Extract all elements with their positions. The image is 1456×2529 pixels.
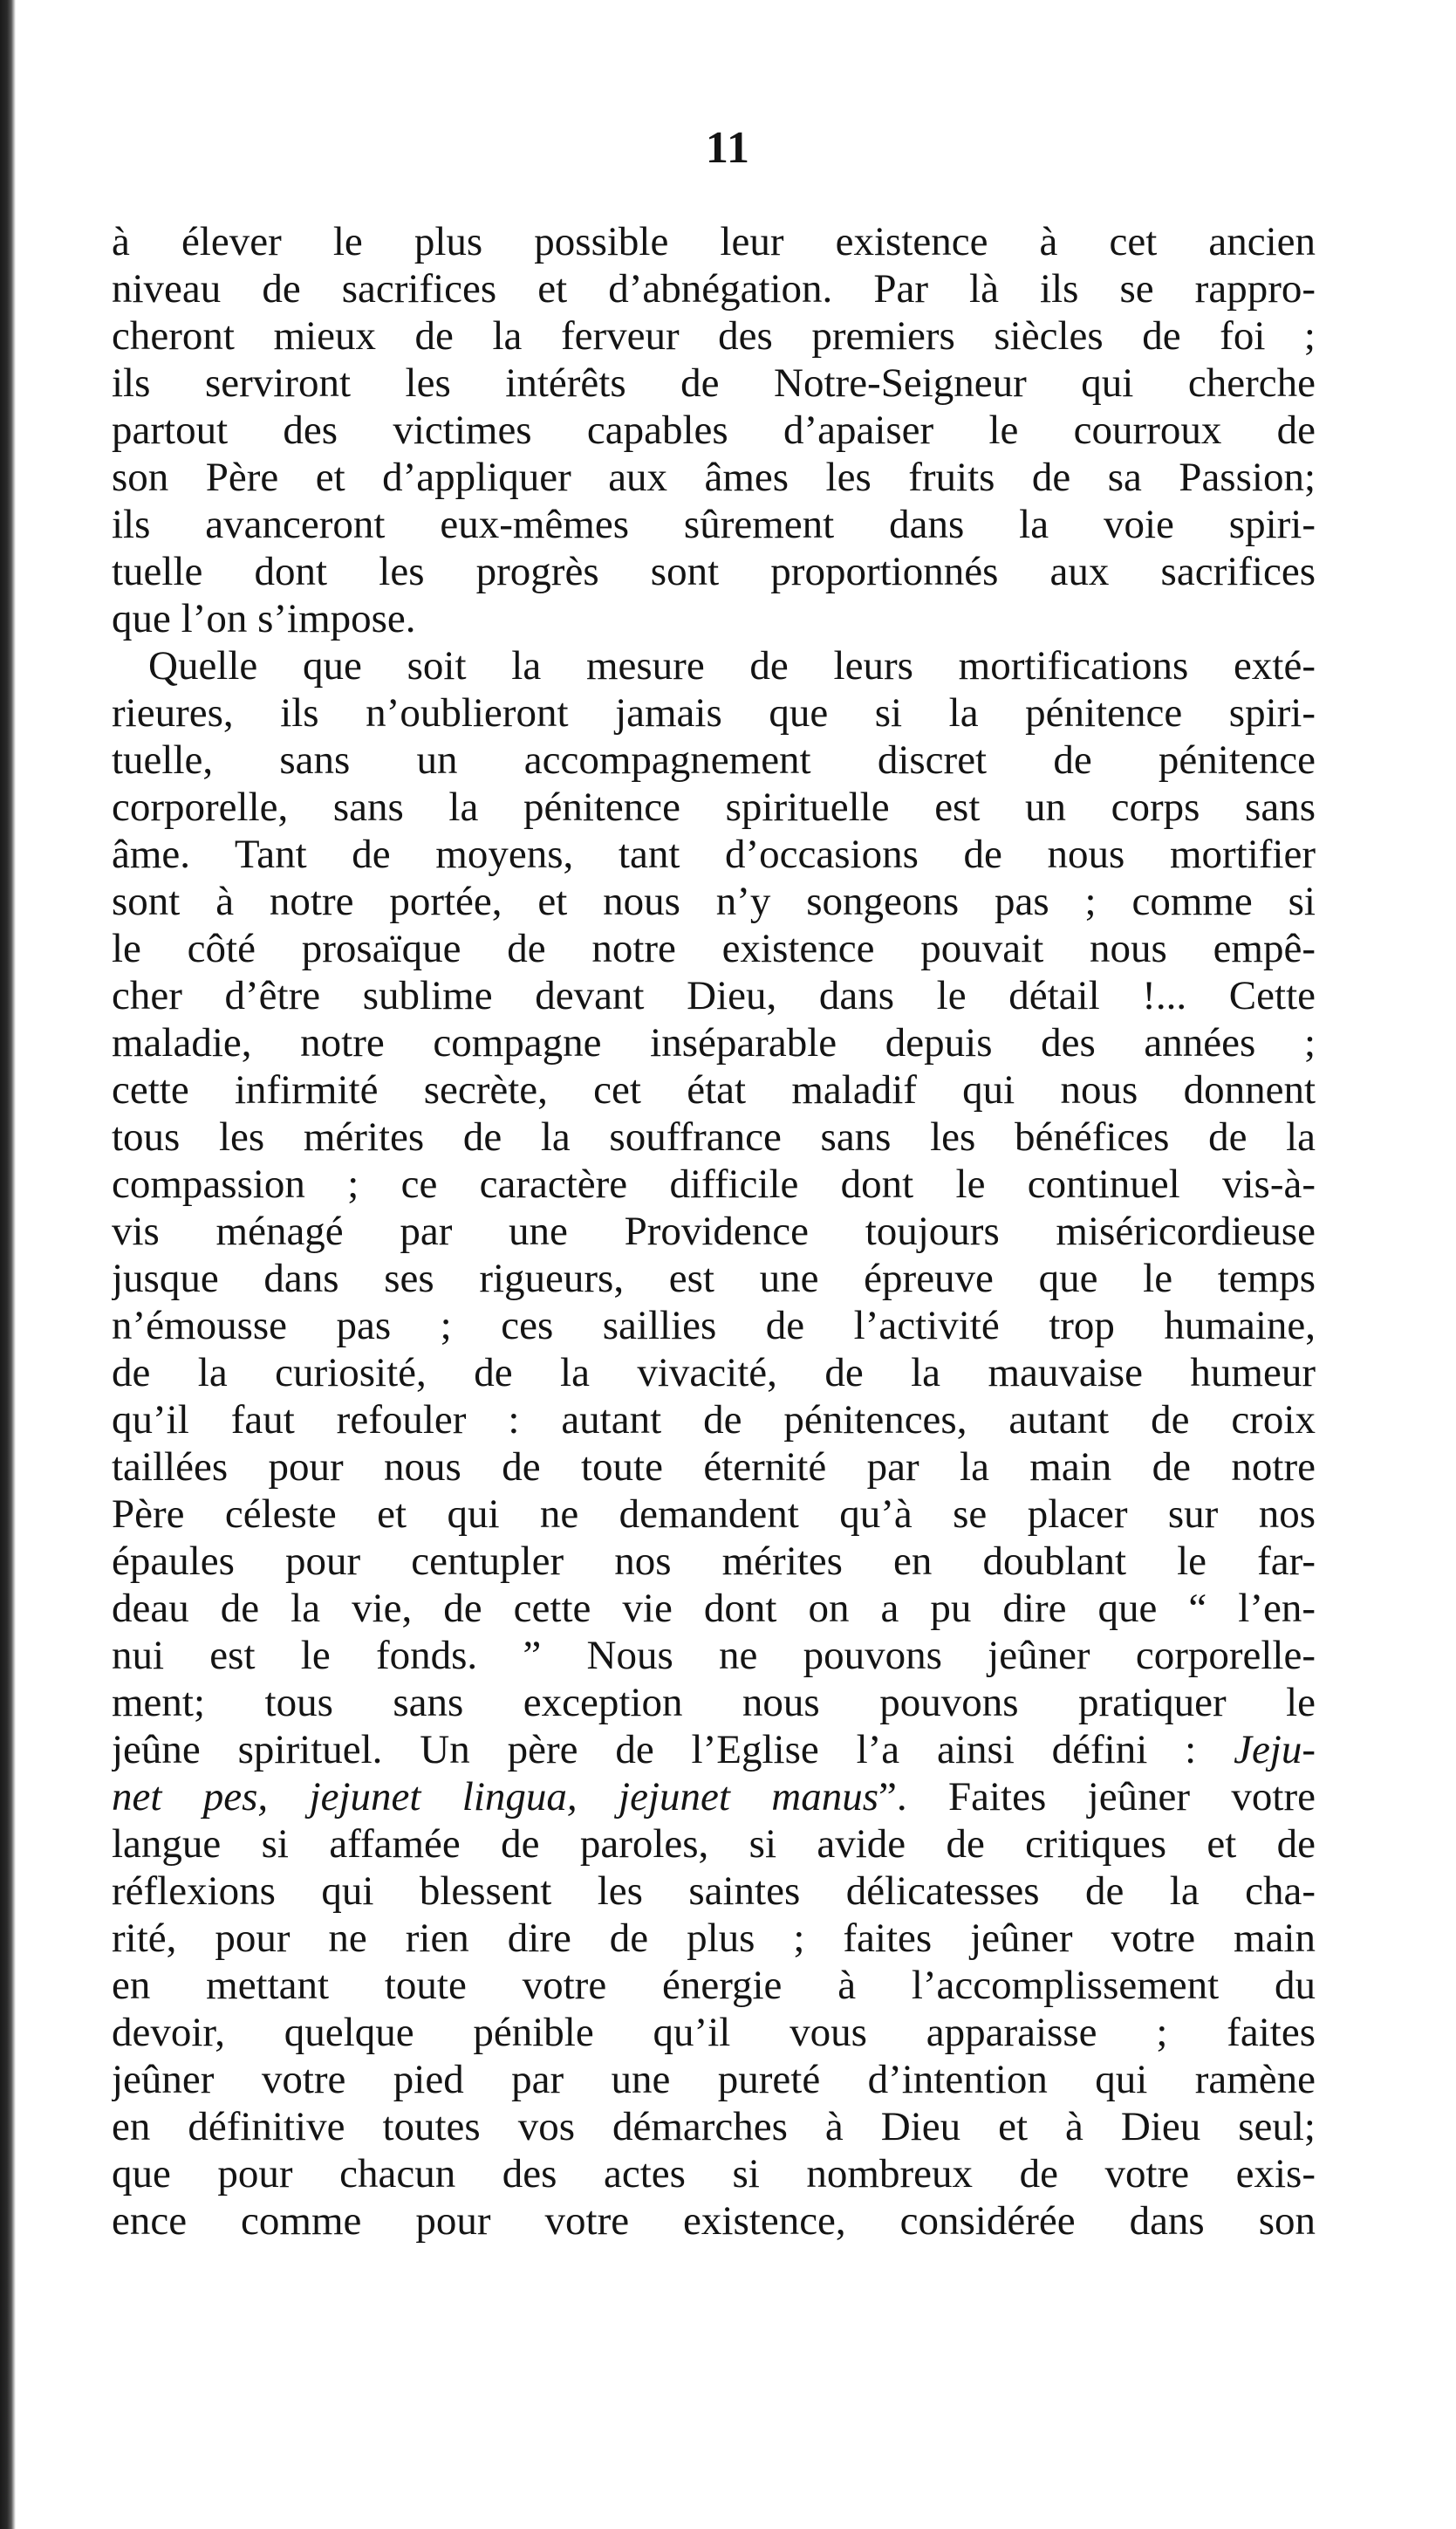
text-line: langue si affamée de paroles, si avide de critiques et de (112, 1821, 1316, 1867)
text-line: ils avanceront eux-mêmes sûrement dans la voie spiri- (112, 502, 1316, 547)
paragraph-start-line: Quelle que soit la mesure de leurs mortifications exté- (148, 643, 1316, 689)
text-line: jeûner votre pied par une pureté d’intention qui ramène (112, 2057, 1316, 2102)
text-line: cheront mieux de la ferveur des premiers siècles de foi ; (112, 313, 1316, 359)
text-line: le côté prosaïque de notre existence pouvait nous empê- (112, 926, 1316, 971)
text-line: jusque dans ses rigueurs, est une épreuve que le temps (112, 1256, 1316, 1301)
text-line: corporelle, sans la pénitence spirituelle est un corps sans (112, 785, 1316, 830)
text-line: qu’il faut refouler : autant de pénitences, autant de croix (112, 1397, 1316, 1443)
text-segment: ”. Faites jeûner votre (878, 1774, 1316, 1820)
page-number: 11 (705, 123, 751, 173)
text-line: nui est le fonds. ” Nous ne pouvons jeûner corporelle- (112, 1633, 1316, 1678)
text-line: deau de la vie, de cette vie dont on a pu dire que “ l’en- (112, 1586, 1316, 1631)
page-binding-edge (0, 0, 16, 2529)
text-line: rieures, ils n’oublieront jamais que si la pénitence spiri- (112, 690, 1316, 736)
text-line: partout des victimes capables d’apaiser le courroux de (112, 408, 1316, 453)
text-line: réflexions qui blessent les saintes délicatesses de la cha- (112, 1868, 1316, 1914)
text-line: tous les mérites de la souffrance sans les bénéfices de la (112, 1114, 1316, 1160)
text-line: tuelle, sans un accompagnement discret de pénitence (112, 737, 1316, 783)
text-line: que pour chacun des actes si nombreux de votre exis- (112, 2151, 1316, 2197)
text-line: épaules pour centupler nos mérites en doublant le far- (112, 1539, 1316, 1584)
text-line: maladie, notre compagne inséparable depuis des années ; (112, 1020, 1316, 1066)
text-line: que l’on s’impose. (112, 596, 416, 641)
text-line: à élever le plus possible leur existence à cet ancien (112, 219, 1316, 264)
text-line: n’émousse pas ; ces saillies de l’activité trop humaine, (112, 1303, 1316, 1348)
text-segment: jeûne spirituel. Un père de l’Eglise l’a ainsi défini : (112, 1727, 1197, 1772)
text-line: Père céleste et qui ne demandent qu’à se placer sur nos (112, 1491, 1316, 1537)
latin-quote-start: Jeju- (1234, 1727, 1316, 1772)
text-line: âme. Tant de moyens, tant d’occasions de nous mortifier (112, 832, 1316, 877)
text-line: tuelle dont les progrès sont proportionnés aux sacrifices (112, 549, 1316, 594)
text-line: compassion ; ce caractère difficile dont le continuel vis-à- (112, 1162, 1316, 1207)
text-line: rité, pour ne rien dire de plus ; faites jeûner votre main (112, 1916, 1316, 1961)
text-line: de la curiosité, de la vivacité, de la mauvaise humeur (112, 1350, 1316, 1395)
latin-quote: net pes, jejunet lingua, jejunet manus (112, 1774, 879, 1820)
text-line: ils serviront les intérêts de Notre-Seigneur qui cherche (112, 360, 1316, 406)
text-line: ence comme pour votre existence, considérée dans son (112, 2198, 1316, 2244)
text-line: taillées pour nous de toute éternité par la main de notre (112, 1444, 1316, 1490)
body-text (112, 218, 1316, 2245)
text-line: cette infirmité secrète, cet état maladif qui nous donnent (112, 1067, 1316, 1113)
text-line: en définitive toutes vos démarches à Dieu et à Dieu seul; (112, 2104, 1316, 2149)
text-line: en mettant toute votre énergie à l’accomplissement du (112, 1963, 1316, 2008)
text-line: son Père et d’appliquer aux âmes les fruits de sa Passion; (112, 455, 1316, 500)
text-line: niveau de sacrifices et d’abnégation. Par là ils se rappro- (112, 266, 1316, 312)
text-line: cher d’être sublime devant Dieu, dans le détail !... Cette (112, 973, 1316, 1018)
latin-quote-line (112, 1773, 1316, 1820)
text-line-with-latin (112, 1726, 1316, 1773)
text-line: devoir, quelque pénible qu’il vous apparaisse ; faites (112, 2010, 1316, 2055)
text-line: sont à notre portée, et nous n’y songeons pas ; comme si (112, 879, 1316, 924)
text-line: vis ménagé par une Providence toujours miséricordieuse (112, 1209, 1316, 1254)
text-line: ment; tous sans exception nous pouvons pratiquer le (112, 1680, 1316, 1725)
